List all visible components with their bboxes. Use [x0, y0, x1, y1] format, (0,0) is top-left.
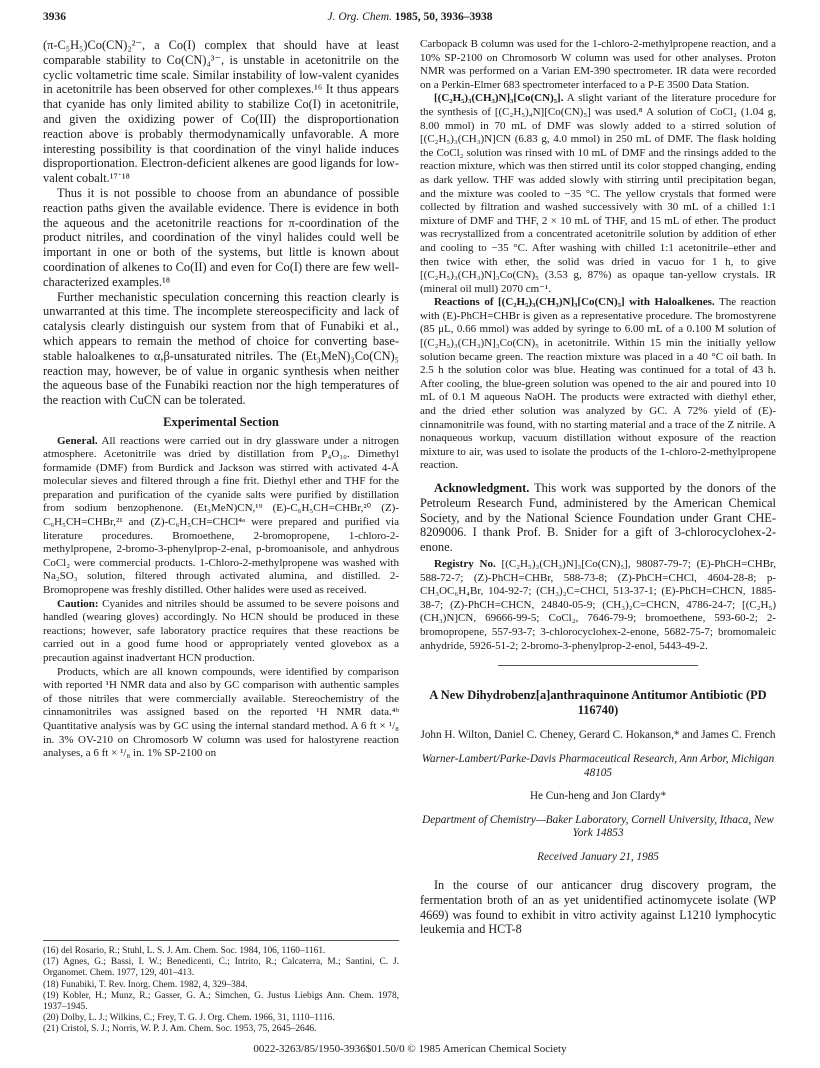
paragraph: (π-C₅H₅)Co(CN)₂²⁻, a Co(I) complex that should have at least comparable stability to Co(CN)₄³⁻, is unstable in acetonitrile on the cyclic voltametric time scale. Similar instability of low-valent cyanides in acetonitrile has been observed for other complexes.¹⁶ It thus appears that cyanide has only limited ability to stabilize Co(I) in acetonitrile, and given the oxidizing power of Co(III) the disproportionation reaction above is probably thermodynamically unfavorable. A more interesting possibility is that coordination of the vinyl halide induces disproportionation. Electron-deficient alkenes are good ligands for low-valent cobalt.¹⁷˙¹⁸ [43, 38, 399, 186]
received-date: Received January 21, 1985 [537, 850, 659, 863]
paragraph-acknowledgment [420, 481, 776, 555]
journal-name: J. Org. Chem. [327, 11, 392, 23]
paragraph: Products, which are all known compounds, were identified by comparison with reported ¹H NMR data and also by GC comparison with authentic samples of those nitriles that were commercially available. Stereochemistry of the cinnamonitriles was assigned based on the reported ¹H NMR data.⁴ᵇ Quantitative analysis was by GC using the internal standard method. A 6 ft × ¹/₈ in. 3% OV-210 on Chromosorb W column was used for halostyrene reaction analyses, a 6 ft × ¹/₈ in. 1% SP-2100 on [43, 665, 399, 760]
footnote: (21) Cristol, S. J.; Norris, W. P. J. Am. Chem. Soc. 1953, 75, 2645–2646. [43, 1024, 317, 1035]
article-intro [420, 878, 776, 936]
article-divider [498, 665, 698, 666]
acknowledgment-block [420, 481, 776, 555]
run-in-heading: Acknowledgment. [434, 481, 530, 495]
paragraph-text: Cyanides and nitriles should be assumed to be severe poisons and handled (wearing gloves) accordingly. No HCN should be produced in these reactions; however, safe laboratory practice requires that these reactions be carried out in a good fume hood or appropriately vented glovebox as a precaution against inadvertant HCN production. [43, 597, 399, 665]
article-affiliation: Warner-Lambert/Parke-Davis Pharmaceutical Research, Ann Arbor, Michigan 48105 [421, 752, 775, 779]
article-title: A New Dihydrobenz[a]anthraquinone Antitumor Antibiotic (PD 116740) [429, 688, 767, 717]
paragraph-text: All reactions were carried out in dry glassware under a nitrogen atmosphere. Acetonitrile was dried by distillation from P₄O₁₀. Dimethyl formamide (DMF) from Burdick and Jackson was stirred with activated 4-Å molecular sieves and filtered through a fine frit. Diethyl ether and THF for the preparation and purification of the cyanide salts were purified by distillation from sodium benzophenone. (Et₃MeN)CN,¹⁹ (E)-C₆H₅CH=CHBr,²⁰ (Z)-C₆H₅CH=CHBr,²¹ and (Z)-C₆H₅CH=CHCl⁴ᵃ were prepared and purified via literature procedures. Bromoethene, 2-bromopropene, 1-chloro-2-methylpropene, 2-bromo-3-phenylprop-2-enal, p-bromoanisole, and anhydrous CoCl₂ were commercial products. 1-Chloro-2-methylpropene was washed with Na₂SO₃ solution, filtered through activated alumina, and distilled. 2-Bromopropene was freshly distilled. Other halides were used as received. [43, 434, 399, 597]
footnote: (18) Funabiki, T. Rev. Inorg. Chem. 1982, 4, 329–384. [43, 979, 248, 990]
article-affiliation-second: Department of Chemistry—Baker Laboratory, Cornell University, Ithaca, New York 14853 [422, 813, 774, 840]
left-column [43, 38, 399, 761]
paragraph-caution [43, 598, 399, 666]
journal-citation: 1985, 50, 3936–3938 [394, 11, 493, 23]
footnotes [43, 940, 399, 1036]
paragraph-text: This work was supported by the donors of the Petroleum Research Fund, administered by the American Chemical Society, and by the National Science Foundation under Grant CHE-8209006. I thank Prof. B. Snider for a gift of 3-chlorocyclohex-2-enone. [420, 481, 776, 555]
section-heading: Experimental Section [163, 414, 279, 429]
footnote: (19) Kobler, H.; Munz, R.; Gasser, G. A.; Simchen, G. Justus Liebigs Ann. Chem. 1978, 1937–1945. [43, 990, 399, 1013]
page-number: 3936 [43, 11, 66, 23]
run-in-heading: Reactions of [(C₂H₅)₃(CH₃)N]₃[Co(CN)₅] with Haloalkenes. [434, 296, 715, 309]
paragraph-text: [(C₂H₅)₃(CH₃)N]₃[Co(CN)₅], 98087-79-7; (E)-PhCH=CHBr, 588-72-7; (Z)-PhCH=CHBr, 588-73-8; (Z)-PhCH=CHCl, 4604-28-8; p-CH₃OC₆H₄Br, 104-92-7; (CH₃)₂C=CHCl, 513-37-1; (E)-PhCH=CHCN, 1885-38-7; (Z)-PhCH=CHCN, 24840-05-9; (CH₃)₂C=CHCN, 4786-24-7; [(C₂H₅)(CH₃)N]CN, 69666-99-5; CoCl₂, 7646-79-9; bromoethene, 593-60-2; 2-bromopropene, 557-93-7; 3-chlorocyclohex-2-enone, 5682-75-7; bromomaleic anhydride, 5926-51-2; 2-bromo-3-phenylprop-2-enol, 5443-49-2. [420, 557, 777, 652]
discussion-text [43, 38, 399, 408]
running-header [0, 11, 820, 23]
right-column [420, 38, 776, 937]
run-in-heading: Caution: [57, 597, 99, 610]
paragraph-text: The reaction with (E)-PhCH=CHBr is given as a representative procedure. The bromostyrene (85 μL, 0.66 mmol) was added by syringe to 6.00 mL of a 0.100 M solution of [(C₂H₅)₃(CH₃)N]₃Co(CN)₅ in acetonitrile. Within 15 min the initially yellow solution became green. The reaction mixture was placed in a 40 °C oil bath. In 2.5 h the solution color was blue. Heating was continued for a total of 43 h. After cooling, the blue-green solution was opened to the air and poured into 10 mL of 0.1 M aqueous NaOH. The products were extracted with diethyl ether, and the dried ether solution was analyzed by GC. A 72% yield of (E)-cinnamonitrile was found, with no starting material and a trace of the Z nitrile. A nonaqueous workup, vacuum distillation without exposure of the reaction mixture to air, was used to isolate the products of the 1-chloro-2-methylpropene reaction. [420, 296, 776, 472]
paragraph-general [43, 435, 399, 598]
article-authors-second: He Cun-heng and Jon Clardy* [529, 790, 667, 803]
run-in-heading: General. [57, 434, 98, 447]
run-in-heading: [(C₂H₅)₃(CH₃)N]₃[Co(CN)₅]. [434, 92, 564, 105]
paragraph: Further mechanistic speculation concerning this reaction clearly is unwarranted at this time. The incomplete stereospecificity and lack of catalysis clearly distinguish our system from that of Funabiki et al., which appears to remain the method of choice for converting base-stable haloalkenes to α,β-unsaturated nitriles. The (Et₃MeN)₃Co(CN)₅ reaction may, however, be of value in organic synthesis when neither the aqueous base of the Funabiki reaction nor the high temperatures of the reaction with CuCN can be tolerated. [43, 289, 399, 408]
paragraph: In the course of our anticancer drug discovery program, the fermentation broth of an as yet unidentified actinomycete isolate (WP 4669) was found to exhibit in vitro activity against L1210 lymphocytic leukemia and HCT-8 [420, 878, 776, 937]
run-in-heading: Registry No. [434, 557, 496, 570]
footnote: (17) Agnes, G.; Bassi, I. W.; Benedicenti, C.; Intrito, R.; Calcaterra, M.; Santini, C. J. Organomet. Chem. 1977, 129, 401–413. [43, 957, 399, 979]
paragraph-reactions [420, 296, 776, 473]
paragraph: Carbopack B column was used for the 1-chloro-2-methylpropene reaction, and a 10% SP-2100 on Chromosorb W column was used for other analyses. Proton NMR was performed on a Varian EM-390 spectrometer. IR data were recorded on a Perkin-Elmer 683 spectrometer interfaced to a P-E 3500 Data Station. [420, 38, 776, 91]
article-authors: John H. Wilton, Daniel C. Cheney, Gerard C. Hokanson,* and James C. French [420, 729, 776, 742]
copyright-footer: 0022-3263/85/1950-3936$01.50/0 © 1985 American Chemical Society [253, 1043, 567, 1055]
paragraph-text: A slight variant of the literature procedure for the synthesis of [(C₂H₅)₄N][Co(CN)₅] was used.⁸ A solution of CoCl₂ (1.04 g, 8.00 mmol) in 70 mL of DMF was slowly added to a stirred solution of [(C₂H₅)₃(CH₃)N]CN (6.83 g, 4.0 mmol) in 250 mL of DMF. The flask holding the CoCl₂ solution was rinsed with 10 mL of DMF and the rinsings added to the reaction mixture, which was then stirred until its color stopped changing, ending as dark yellow. THF was added slowly with stirring until precipitation began, and the mixture was cooled to −35 °C. The yellow crystals that formed were collected by filtration and washed successively with 30 mL of a chilled 1:1 mixture of DMF and THF, 2 × 10 mL of THF, and 15 mL of ether. The product was recrystallized from a concentrated acetonitrile solution by addition of ether and cooling to −35 °C. After washing with chilled 1:1 acetonitrile–ether and then twice with ether, the solid was dried in vacuo for 1 h, to give [(C₂H₅)₃(CH₃)N]₃Co(CN)₅ (3.53 g, 87%) as opaque tan-yellow crystals. IR (mineral oil mull) 2070 cm⁻¹. [420, 92, 776, 295]
paragraph: Thus it is not possible to choose from an abundance of possible reaction paths given the available evidence. There is evidence in both the aqueous and the acetonitrile reactions for π-coordination of the product nitriles, and coordination of the vinyl halides could well be important in one or both of the systems, but little is known about coordination of alkenes to Co(II) and even for Co(I) there are few well-characterized examples.¹⁸ [43, 185, 399, 289]
footnote: (16) del Rosario, R.; Stuhl, L. S. J. Am. Chem. Soc. 1984, 106, 1160–1161. [43, 946, 326, 956]
footnote: (20) Dolby, L. J.; Wilkins, C.; Frey, T. G. J. Org. Chem. 1966, 31, 1110–1116. [43, 1013, 335, 1024]
paragraph-preparation [420, 92, 776, 296]
paragraph-registry [420, 558, 776, 653]
